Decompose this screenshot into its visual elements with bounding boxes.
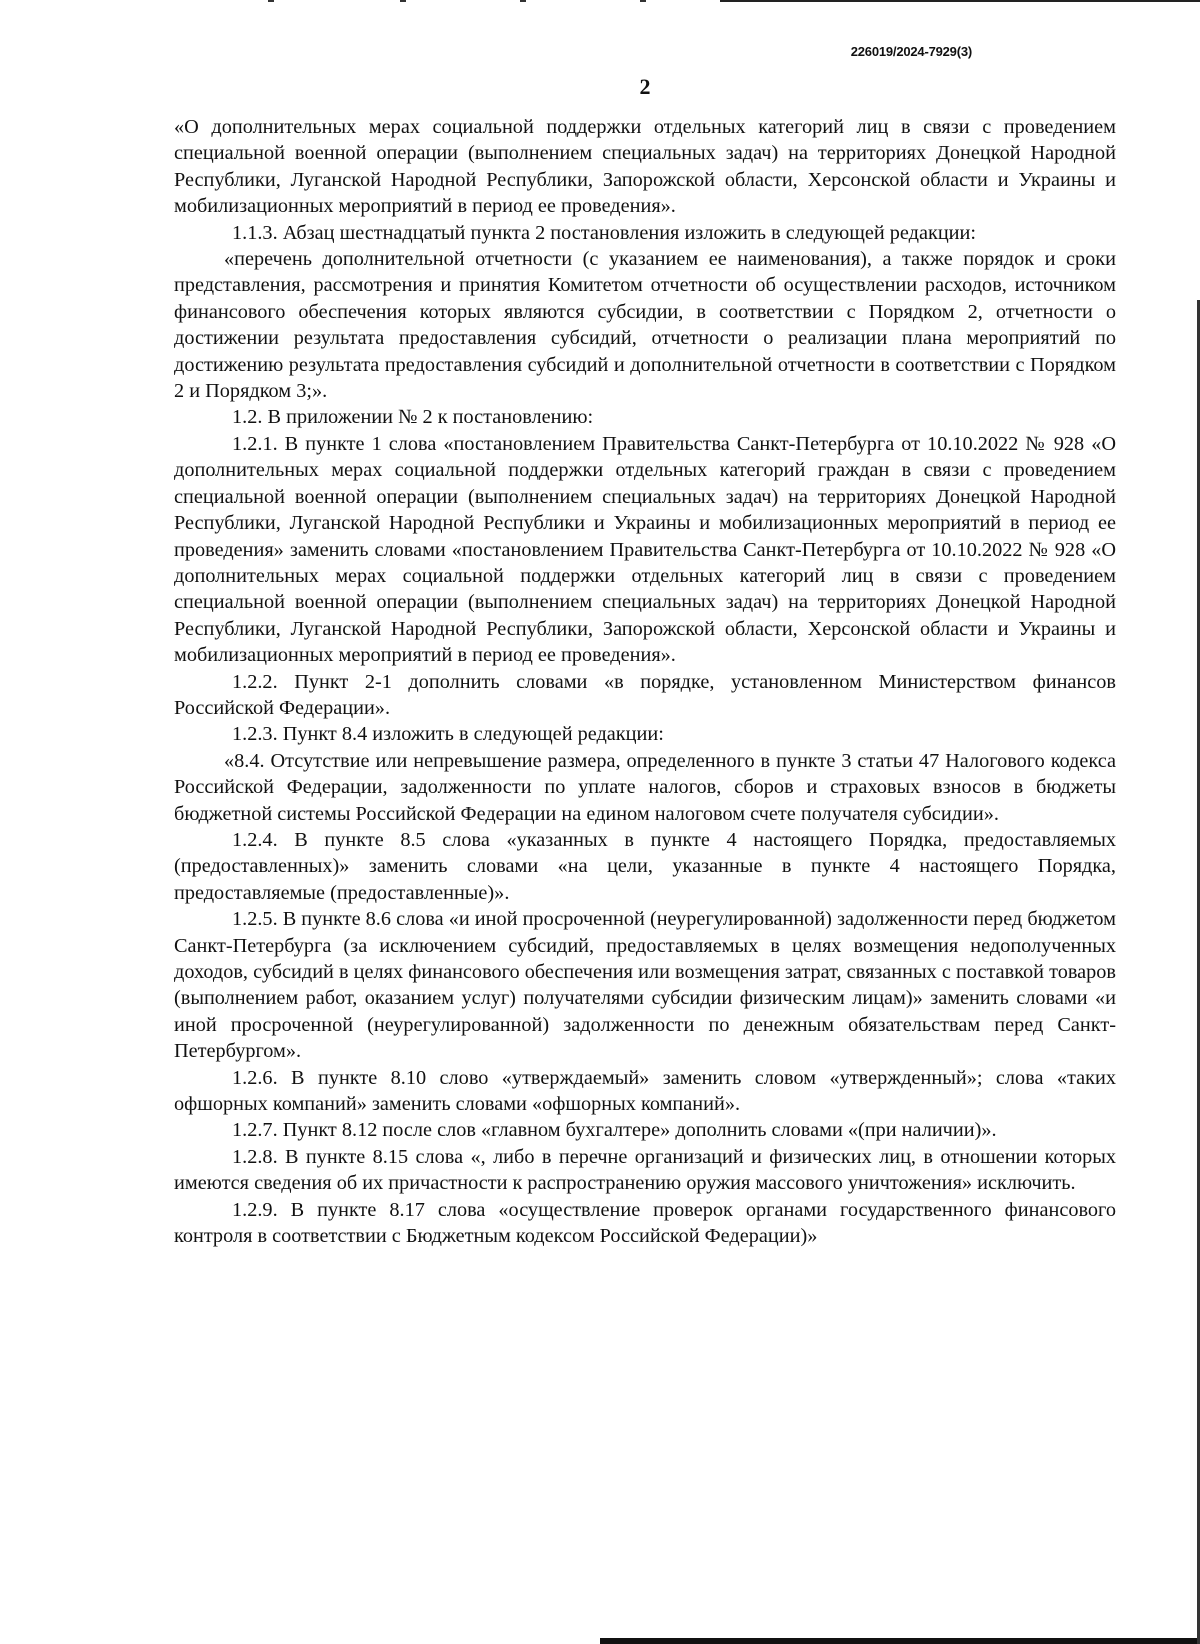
paragraph: 1.2.8. В пункте 8.15 слова «, либо в перечне организаций и физических лиц, в отношении которых имеются сведения об их причастности к распространению оружия массового уничтожения» исключить. — [174, 1145, 1116, 1195]
paragraph: 1.2.7. Пункт 8.12 после слов «главном бухгалтере» дополнить словами «(при наличии)». — [232, 1119, 997, 1142]
scan-mark — [268, 0, 274, 2]
scan-edge-top — [720, 0, 1200, 2]
paragraph: «8.4. Отсутствие или непревышение размера, определенного в пункте 3 статьи 47 Налогового кодекса Российской Федерации, задолженности по уплате налогов, сборов и страховых взносов в бюджеты бюджетной системы Российской Федерации на едином налоговом счете получателя субсидии». — [174, 749, 1116, 825]
scan-mark — [400, 0, 406, 2]
paragraph: 1.2.9. В пункте 8.17 слова «осуществление проверок органами государственного финансового контроля в соответствии с Бюджетным кодексом Российской Федерации)» — [174, 1198, 1116, 1248]
paragraph: 1.2.2. Пункт 2-1 дополнить словами «в порядке, установленном Министерством финансов Российской Федерации». — [174, 670, 1116, 719]
paragraph: 1.2.4. В пункте 8.5 слова «указанных в пункте 4 настоящего Порядка, предоставляемых (предоставленных)» заменить словами «на цели, указанные в пункте 4 настоящего Порядка, предоставляемые (предоставленные)». — [174, 828, 1116, 904]
paragraph: 1.2.3. Пункт 8.4 изложить в следующей редакции: — [232, 723, 664, 746]
paragraph: «перечень дополнительной отчетности (с указанием ее наименования), а также порядок и сроки представления, рассмотрения и принятия Комитетом отчетности об осуществлении расходов, источником финансового обеспечения которых являются субсидии, в соответствии с Порядком 2, отчетности о достижении результата предоставления субсидий, отчетности о реализации плана мероприятий по достижению результата предоставления субсидий и дополнительной отчетности в соответствии с Порядком 2 и Порядком 3;». — [174, 248, 1116, 403]
paragraph: 1.1.3. Абзац шестнадцатый пункта 2 постановления изложить в следующей редакции: — [232, 221, 977, 244]
document-id: 226019/2024-7929(3) — [850, 44, 972, 59]
scan-mark — [520, 0, 526, 2]
scan-edge-bottom — [600, 1638, 1200, 1644]
paragraph: 1.2.6. В пункте 8.10 слово «утверждаемый» заменить словом «утвержденный»; слова «таких офшорных компаний» заменить словами «офшорных компаний». — [174, 1066, 1116, 1116]
document-body — [174, 114, 1116, 1249]
paragraph: 1.2. В приложении № 2 к постановлению: — [232, 406, 594, 429]
paragraph: «О дополнительных мерах социальной поддержки отдельных категорий лиц в связи с проведением специальной военной операции (выполнением специальных задач) на территориях Донецкой Народной Республики, Луганской Народной Республики, Запорожской области, Херсонской области и Украины и мобилизационных мероприятий в период ее проведения». — [174, 116, 1116, 218]
paragraph: 1.2.5. В пункте 8.6 слова «и иной просроченной (неурегулированной) задолженности перед бюджетом Санкт-Петербурга (за исключением субсидий, предоставляемых в целях возмещения недополученных доходов, субсидий в целях финансового обеспечения или возмещения затрат, связанных с поставкой товаров (выполнением работ, оказанием услуг) получателями субсидии физическим лицам)» заменить словами «и иной просроченной (неурегулированной) задолженности по денежным обязательствам перед Санкт-Петербургом». — [174, 908, 1117, 1063]
scan-mark — [640, 0, 646, 2]
paragraph: 1.2.1. В пункте 1 слова «постановлением Правительства Санкт-Петербурга от 10.10.2022 № 928 «О дополнительных мерах социальной поддержки отдельных категорий граждан в связи с проведением специальной военной операции (выполнением специальных задач) на территориях Донецкой Народной Республики, Луганской Народной Республики и Украины и мобилизационных мероприятий в период ее проведения» заменить словами «постановлением Правительства Санкт-Петербурга от 10.10.2022 № 928 «О дополнительных мерах социальной поддержки отдельных категорий лиц в связи с проведением специальной военной операции (выполнением специальных задач) на территориях Донецкой Народной Республики, Луганской Народной Республики, Запорожской области, Херсонской области и Украины и мобилизационных мероприятий в период ее проведения». — [174, 432, 1116, 667]
page-number: 2 — [639, 74, 651, 99]
